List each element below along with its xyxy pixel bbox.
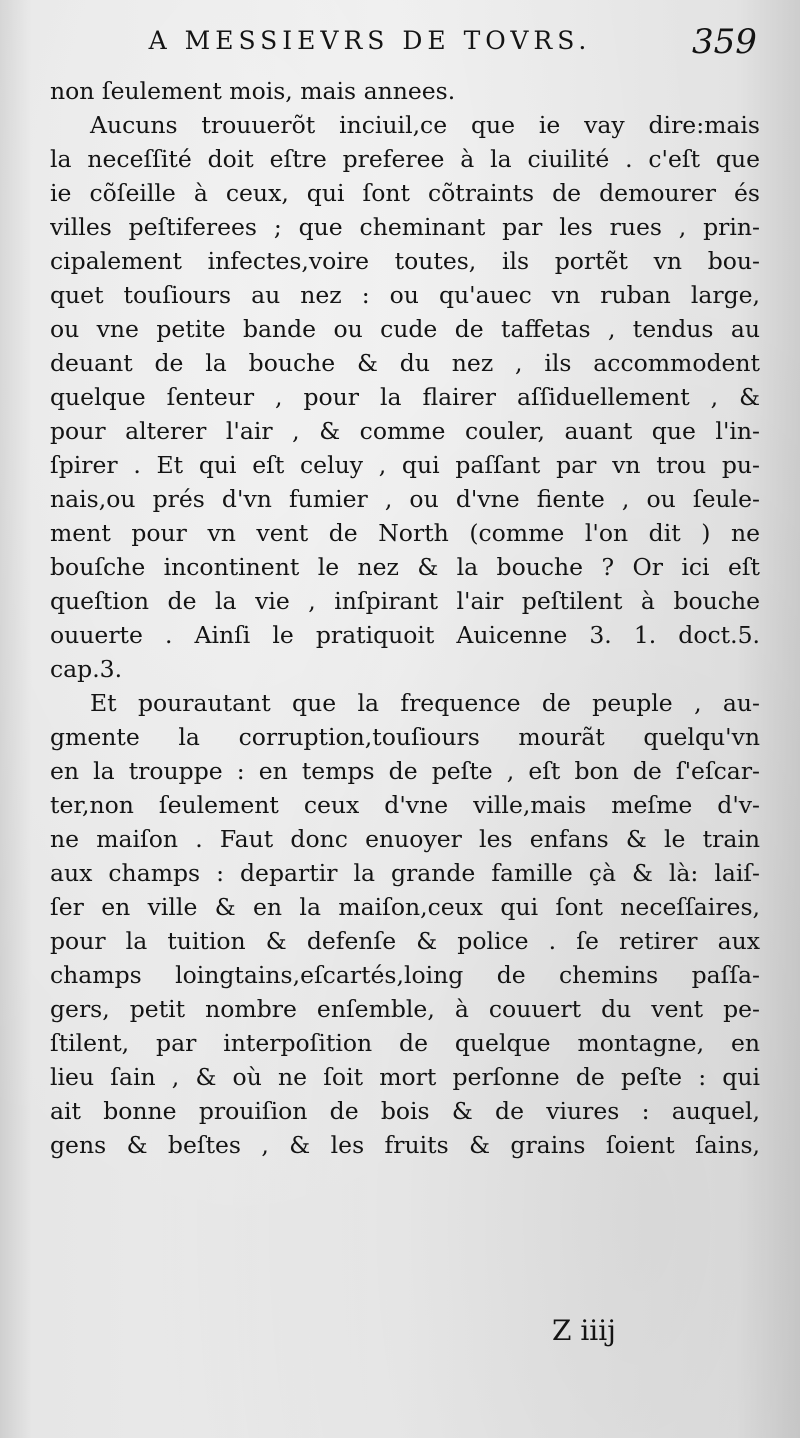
- text-line: Et pourautant que la frequence de peuple , au-: [90, 689, 760, 717]
- text-line: gmente la corruption,touſiours mourãt quelqu'vn: [50, 723, 760, 751]
- text-line: non ſeulement mois, mais annees.: [50, 77, 456, 105]
- text-line: ne maiſon . Faut donc enuoyer les enfans & le train: [50, 825, 760, 853]
- text-line: la neceſſité doit eſtre preferee à la ciuilité . c'eſt que: [50, 145, 760, 173]
- text-line: ſer en ville & en la maiſon,ceux qui ſont neceſſaires,: [50, 893, 760, 921]
- text-line: ou vne petite bande ou cude de taffetas , tendus au: [50, 315, 760, 343]
- text-line: ie cõſeille à ceux, qui ſont cõtraints de demourer és: [50, 179, 760, 207]
- text-line: Aucuns trouuerõt inciuil,ce que ie vay dire:mais: [90, 111, 760, 139]
- page-number: 359: [692, 22, 757, 62]
- text-line: aux champs : departir la grande famille çà & là: laiſ-: [50, 859, 760, 887]
- text-line: quet touſiours au nez : ou qu'auec vn ruban large,: [50, 281, 760, 309]
- body-text: [50, 74, 760, 1162]
- text-line: bouſche incontinent le nez & la bouche ? Or ici eſt: [50, 553, 760, 581]
- text-line: deuant de la bouche & du nez , ils accommodent: [50, 349, 760, 377]
- text-line: ment pour vn vent de North (comme l'on dit ) ne: [50, 519, 760, 547]
- text-line: ſpirer . Et qui eſt celuy , qui paſſant par vn trou pu-: [50, 451, 760, 479]
- text-line: cap.3.: [50, 655, 123, 683]
- text-line: pour la tuition & defenſe & police . ſe retirer aux: [50, 927, 760, 955]
- text-line: nais,ou prés d'vn fumier , ou d'vne fiente , ou ſeule-: [50, 485, 760, 513]
- text-line: queſtion de la vie , inſpirant l'air peſtilent à bouche: [50, 587, 760, 615]
- text-line: ouuerte . Ainſi le pratiquoit Auicenne 3. 1. doct.5.: [50, 621, 760, 649]
- text-line: gers, petit nombre enſemble, à couuert du vent pe-: [50, 995, 760, 1023]
- signature-mark: Z iiij: [552, 1314, 616, 1347]
- text-line: quelque ſenteur , pour la flairer aſſiduellement , &: [50, 383, 760, 411]
- text-line: villes peſtiferees ; que cheminant par les rues , prin-: [50, 213, 760, 241]
- text-line: ait bonne prouiſion de bois & de viures : auquel,: [50, 1097, 760, 1125]
- running-head: A MESSIEVRS DE TOVRS.: [148, 26, 592, 55]
- text-line: gens & beſtes , & les fruits & grains ſoient ſains,: [50, 1131, 760, 1159]
- text-line: champs loingtains,eſcartés,loing de chemins paſſa-: [50, 961, 760, 989]
- text-line: pour alterer l'air , & comme couler, auant que l'in-: [50, 417, 760, 445]
- text-line: ſtilent, par interpoſition de quelque montagne, en: [50, 1029, 760, 1057]
- text-line: en la trouppe : en temps de peſte , eſt bon de ſ'eſcar-: [50, 757, 760, 785]
- text-line: ter,non ſeulement ceux d'vne ville,mais meſme d'v-: [50, 791, 760, 819]
- text-line: cipalement infectes,voire toutes, ils portẽt vn bou-: [50, 247, 760, 275]
- text-line: lieu ſain , & où ne ſoit mort perſonne de peſte : qui: [50, 1063, 760, 1091]
